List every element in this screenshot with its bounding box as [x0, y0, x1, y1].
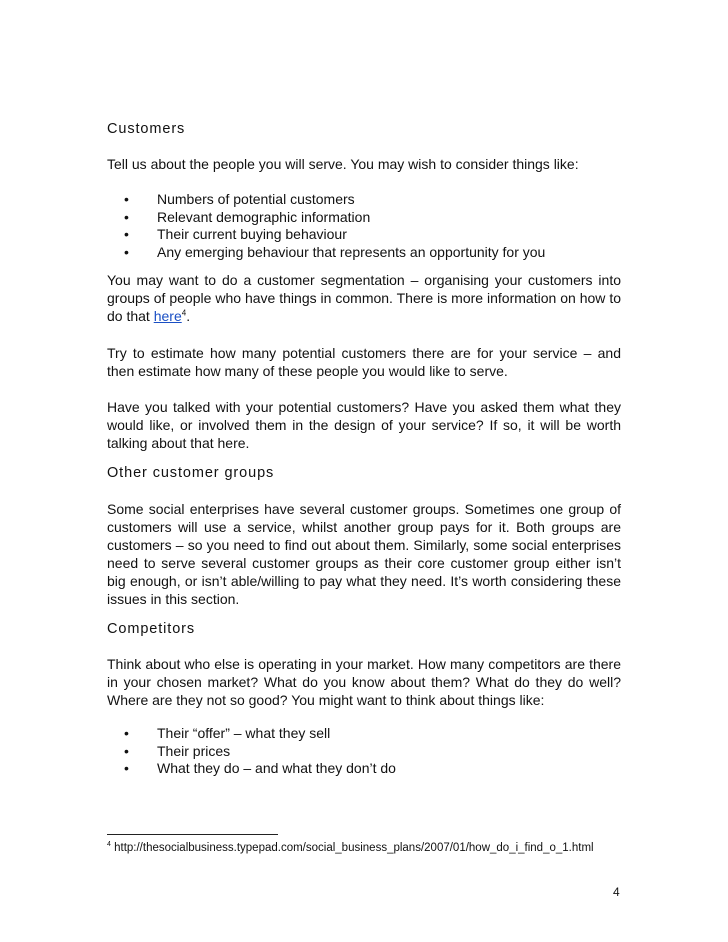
list-item: • Their current buying behaviour — [124, 226, 347, 242]
list-item: • Their “offer” – what they sell — [124, 725, 331, 741]
competitors-heading: Competitors — [107, 621, 196, 637]
competitors-paragraph: Think about who else is operating in your market. How many competitors are there in your chosen market? What do you know about them? What do they do well? Where are they not so good? You might want to think about things like: — [107, 656, 621, 708]
bullet-icon: • — [124, 243, 129, 260]
bullet-icon: • — [124, 725, 129, 741]
bullet-icon: • — [124, 760, 129, 776]
estimate-paragraph: Try to estimate how many potential customers there are for your service – and then estimate how many of these people you would like to serve. — [107, 345, 621, 379]
footnote-ref: 4 — [181, 308, 187, 318]
list-item: • Their prices — [124, 742, 231, 759]
bullet-icon: • — [124, 208, 129, 225]
other-groups-heading: Other customer groups — [107, 465, 275, 481]
list-item: • Numbers of potential customers — [124, 191, 355, 207]
footnote — [107, 841, 594, 855]
footnote-number: 4 — [107, 841, 111, 849]
list-item: • Any emerging behaviour that represents an opportunity for you — [124, 243, 546, 260]
bullet-icon: • — [124, 226, 129, 242]
footnote-url: http://thesocialbusiness.typepad.com/social_business_plans/2007/01/how_do_i_find_o_1.html — [110, 842, 594, 854]
footnote-divider — [107, 834, 278, 835]
other-groups-paragraph: Some social enterprises have several customer groups. Sometimes one group of customers will use a service, whilst another group pays for it. Both groups are customers – so you need to find out about them. Similarly, some social enterprises need to serve several customer groups as their core customer group either isn’t big enough, or isn’t able/willing to pay what they need. It’s worth considering these issues in this section. — [107, 501, 621, 607]
here-link[interactable]: here — [153, 308, 182, 324]
page-number: 4 — [613, 885, 620, 899]
list-item: • What they do – and what they don’t do — [124, 760, 396, 776]
bullet-icon: • — [124, 191, 129, 207]
customers-bullet-list — [107, 191, 545, 261]
list-item: • Relevant demographic information — [124, 208, 371, 225]
customers-heading: Customers — [107, 121, 186, 137]
customers-intro: Tell us about the people you will serve. You may wish to consider things like: — [107, 156, 579, 172]
bullet-icon: • — [124, 742, 129, 759]
talked-paragraph: Have you talked with your potential customers? Have you asked them what they would like, or involved them in the design of your service? If so, it will be worth talking about that here. — [107, 399, 621, 451]
competitors-bullet-list — [107, 725, 396, 778]
segmentation-paragraph: You may want to do a customer segmentation – organising your customers into groups of people who have things in common. There is more information on how to do that here$^4$. — [107, 272, 621, 324]
